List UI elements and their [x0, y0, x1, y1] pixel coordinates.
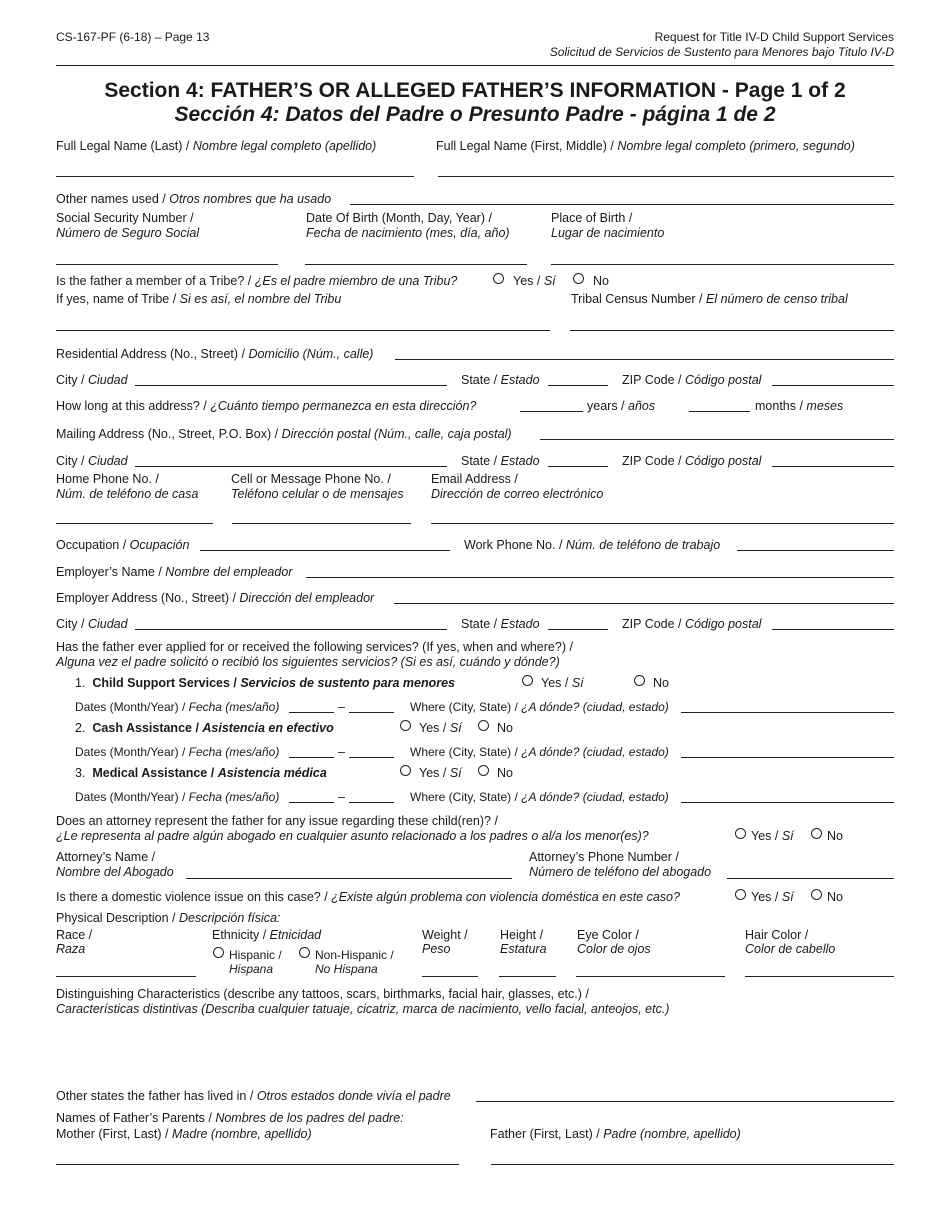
- services-question: Has the father ever applied for or received the following services? (If yes, when and where?) /: [56, 640, 573, 654]
- distinguishing-label: Distinguishing Characteristics (describe any tattoos, scars, birthmarks, facial hair, glasses, etc.) /: [56, 987, 589, 1001]
- service-1-no-label: No: [653, 676, 669, 690]
- height-label: Height /: [500, 928, 544, 942]
- dob-label-es: Fecha de nacimiento (mes, día, año): [306, 226, 510, 240]
- attorney-phone-input[interactable]: [727, 864, 894, 879]
- months-input[interactable]: [689, 397, 750, 412]
- service-3-no-label: No: [497, 766, 513, 780]
- other-states-input[interactable]: [476, 1087, 894, 1102]
- non-hispanic-label: Non-Hispanic /: [315, 948, 394, 962]
- service-1-dates-label: Dates (Month/Year) / Fecha (mes/año): [75, 700, 280, 714]
- last-name-input[interactable]: [56, 162, 414, 177]
- other-names-label: Other names used / Otros nombres que ha usado: [56, 192, 332, 206]
- race-label-es: Raza: [56, 942, 86, 956]
- attorney-no-label: No: [827, 829, 843, 843]
- employer-name-label: Employer’s Name / Nombre del empleador: [56, 565, 293, 579]
- home-phone-label-es: Núm. de teléfono de casa: [56, 487, 199, 501]
- weight-label-es: Peso: [422, 942, 451, 956]
- service-3-where-input[interactable]: [681, 788, 894, 803]
- service-3-yes-label: Yes / Sí: [419, 766, 462, 780]
- service-2-no-radio[interactable]: [478, 720, 489, 731]
- service-2-date-to[interactable]: [349, 743, 394, 758]
- first-name-label: Full Legal Name (First, Middle) / Nombre legal completo (primero, segundo): [436, 139, 855, 153]
- attorney-yes-label: Yes / Sí: [751, 829, 794, 843]
- header-title-es: Solicitud de Servicios de Sustento para Menores bajo Titulo IV-D: [549, 45, 894, 59]
- service-2-dash: –: [338, 745, 345, 759]
- service-1-where-input[interactable]: [681, 698, 894, 713]
- attorney-name-label: Attorney’s Name /: [56, 850, 156, 864]
- parents-title: Names of Father’s Parents / Nombres de los padres del padre:: [56, 1111, 404, 1125]
- hair-color-input[interactable]: [745, 962, 894, 977]
- mail-city-label: City / Ciudad: [56, 454, 128, 468]
- father-name-input[interactable]: [491, 1150, 894, 1165]
- tribe-question: Is the father a member of a Tribe? / ¿Es el padre miembro de una Tribu?: [56, 274, 458, 288]
- eye-color-input[interactable]: [576, 962, 725, 977]
- service-1-no-radio[interactable]: [634, 675, 645, 686]
- distinguishing-label-es: Características distintivas (Describa cualquier tatuaje, cicatriz, marca de nacimiento, vello facial, anteojos, etc.): [56, 1002, 670, 1016]
- service-2-no-label: No: [497, 721, 513, 735]
- attorney-yes-radio[interactable]: [735, 828, 746, 839]
- res-city-label: City / Ciudad: [56, 373, 128, 387]
- mail-zip-label: ZIP Code / Código postal: [622, 454, 762, 468]
- service-1-where-label: Where (City, State) / ¿A dónde? (ciudad, estado): [410, 700, 669, 714]
- dv-question: Is there a domestic violence issue on this case? / ¿Existe algún problema con violencia doméstica en este caso?: [56, 890, 680, 904]
- mail-state-label: State / Estado: [461, 454, 540, 468]
- res-address-label: Residential Address (No., Street) / Domicilio (Núm., calle): [56, 347, 374, 361]
- tribal-census-input[interactable]: [570, 316, 894, 331]
- res-state-label: State / Estado: [461, 373, 540, 387]
- service-3-dash: –: [338, 790, 345, 804]
- employer-address-label: Employer Address (No., Street) / Dirección del empleador: [56, 591, 375, 605]
- tribal-census-label: Tribal Census Number / El número de censo tribal: [571, 292, 848, 306]
- work-phone-label: Work Phone No. / Núm. de teléfono de trabajo: [464, 538, 721, 552]
- res-address-input[interactable]: [395, 345, 894, 360]
- res-zip-input[interactable]: [772, 371, 894, 386]
- how-long-label: How long at this address? / ¿Cuánto tiempo permanezca en esta dirección?: [56, 399, 477, 413]
- header-title: Request for Title IV-D Child Support Services: [654, 30, 894, 44]
- res-city-input[interactable]: [135, 371, 447, 386]
- service-3-yes-radio[interactable]: [400, 765, 411, 776]
- emp-state-input[interactable]: [548, 615, 608, 630]
- service-1-yes-radio[interactable]: [522, 675, 533, 686]
- dv-yes-label: Yes / Sí: [751, 890, 794, 904]
- service-1-date-to[interactable]: [349, 698, 394, 713]
- hispanic-label-es: Hispana: [229, 962, 274, 976]
- years-label: years / años: [587, 399, 656, 413]
- service-3-no-radio[interactable]: [478, 765, 489, 776]
- attorney-name-label-es: Nombre del Abogado: [56, 865, 174, 879]
- ethnicity-label: Ethnicity / Etnicidad: [212, 928, 322, 942]
- email-label-es: Dirección de correo electrónico: [431, 487, 604, 501]
- res-state-input[interactable]: [548, 371, 608, 386]
- race-input[interactable]: [56, 962, 196, 977]
- other-states-label: Other states the father has lived in / Otros estados donde vivía el padre: [56, 1089, 451, 1103]
- service-2-label: 2. Cash Assistance / Asistencia en efectivo: [75, 721, 334, 735]
- service-3-dates-label: Dates (Month/Year) / Fecha (mes/año): [75, 790, 280, 804]
- pob-label-es: Lugar de nacimiento: [551, 226, 665, 240]
- service-2-yes-radio[interactable]: [400, 720, 411, 731]
- height-label-es: Estatura: [500, 942, 547, 956]
- attorney-phone-label-es: Número de teléfono del abogado: [529, 865, 712, 879]
- mother-name-input[interactable]: [56, 1150, 459, 1165]
- service-1-date-from[interactable]: [289, 698, 334, 713]
- home-phone-label: Home Phone No. /: [56, 472, 159, 486]
- hair-color-label: Hair Color /: [745, 928, 809, 942]
- mail-address-label: Mailing Address (No., Street, P.O. Box) / Dirección postal (Núm., calle, caja postal): [56, 427, 512, 441]
- dob-input[interactable]: [305, 250, 527, 265]
- tribe-yes-label: Yes / Sí: [513, 274, 556, 288]
- physical-title: Physical Description / Descripción física:: [56, 911, 281, 925]
- mother-label: Mother (First, Last) / Madre (nombre, apellido): [56, 1127, 312, 1141]
- work-phone-input[interactable]: [737, 536, 894, 551]
- eye-color-label: Eye Color /: [577, 928, 639, 942]
- emp-zip-input[interactable]: [772, 615, 894, 630]
- email-label: Email Address /: [431, 472, 518, 486]
- service-1-label: 1. Child Support Services / Servicios de sustento para menores: [75, 676, 456, 690]
- dv-no-radio[interactable]: [811, 889, 822, 900]
- pob-input[interactable]: [551, 250, 894, 265]
- hair-color-label-es: Color de cabello: [745, 942, 836, 956]
- employer-address-input[interactable]: [394, 589, 894, 604]
- weight-input[interactable]: [422, 962, 478, 977]
- ssn-label: Social Security Number /: [56, 211, 194, 225]
- section-title: Section 4: FATHER’S OR ALLEGED FATHER’S INFORMATION - Page 1 of 2: [104, 79, 846, 102]
- service-2-where-input[interactable]: [681, 743, 894, 758]
- tribe-name-label: If yes, name of Tribe / Si es así, el nombre del Tribu: [56, 292, 342, 306]
- race-label: Race /: [56, 928, 93, 942]
- tribe-yes-radio[interactable]: [493, 273, 504, 284]
- attorney-name-input[interactable]: [186, 864, 512, 879]
- ssn-label-es: Número de Seguro Social: [56, 226, 200, 240]
- tribe-name-input[interactable]: [56, 316, 550, 331]
- months-label: months / meses: [755, 399, 844, 413]
- hispanic-radio[interactable]: [213, 947, 224, 958]
- email-input[interactable]: [431, 509, 894, 524]
- mail-zip-input[interactable]: [772, 452, 894, 467]
- service-3-date-to[interactable]: [349, 788, 394, 803]
- service-3-where-label: Where (City, State) / ¿A dónde? (ciudad, estado): [410, 790, 669, 804]
- other-names-input[interactable]: [350, 190, 894, 205]
- weight-label: Weight /: [422, 928, 468, 942]
- tribe-no-radio[interactable]: [573, 273, 584, 284]
- tribe-no-label: No: [593, 274, 609, 288]
- years-input[interactable]: [520, 397, 583, 412]
- cell-phone-label-es: Teléfono celular o de mensajes: [231, 487, 404, 501]
- form-id: CS-167-PF (6-18) – Page 13: [56, 30, 210, 44]
- attorney-no-radio[interactable]: [811, 828, 822, 839]
- emp-state-label: State / Estado: [461, 617, 540, 631]
- service-2-where-label: Where (City, State) / ¿A dónde? (ciudad, estado): [410, 745, 669, 759]
- mail-state-input[interactable]: [548, 452, 608, 467]
- non-hispanic-radio[interactable]: [299, 947, 310, 958]
- employer-name-input[interactable]: [306, 563, 894, 578]
- attorney-phone-label: Attorney’s Phone Number /: [529, 850, 679, 864]
- last-name-label: Full Legal Name (Last) / Nombre legal completo (apellido): [56, 139, 377, 153]
- non-hispanic-label-es: No Hispana: [315, 962, 378, 976]
- header-divider: [56, 65, 894, 66]
- service-2-date-from[interactable]: [289, 743, 334, 758]
- dv-yes-radio[interactable]: [735, 889, 746, 900]
- first-name-input[interactable]: [438, 162, 894, 177]
- ssn-input[interactable]: [56, 250, 278, 265]
- service-1-dash: –: [338, 700, 345, 714]
- pob-label: Place of Birth /: [551, 211, 633, 225]
- service-3-label: 3. Medical Assistance / Asistencia médica: [75, 766, 327, 780]
- attorney-question: Does an attorney represent the father for any issue regarding these child(ren)? /: [56, 814, 498, 828]
- service-3-date-from[interactable]: [289, 788, 334, 803]
- cell-phone-input[interactable]: [232, 509, 411, 524]
- service-2-yes-label: Yes / Sí: [419, 721, 462, 735]
- dv-no-label: No: [827, 890, 843, 904]
- height-input[interactable]: [499, 962, 556, 977]
- attorney-question-es: ¿Le representa al padre algún abogado en cualquier asunto relacionado a los padres o al/a los menor(es)?: [56, 829, 649, 843]
- eye-color-label-es: Color de ojos: [577, 942, 651, 956]
- res-zip-label: ZIP Code / Código postal: [622, 373, 762, 387]
- mail-city-input[interactable]: [135, 452, 447, 467]
- emp-zip-label: ZIP Code / Código postal: [622, 617, 762, 631]
- dob-label: Date Of Birth (Month, Day, Year) /: [306, 211, 492, 225]
- emp-city-input[interactable]: [135, 615, 447, 630]
- service-2-dates-label: Dates (Month/Year) / Fecha (mes/año): [75, 745, 280, 759]
- distinguishing-input[interactable]: [56, 1020, 898, 1082]
- home-phone-input[interactable]: [56, 509, 213, 524]
- mail-address-input[interactable]: [540, 425, 894, 440]
- services-question-es: Alguna vez el padre solicitó o recibió los siguientes servicios? (Si es así, cuándo y dónde?): [56, 655, 560, 669]
- hispanic-label: Hispanic /: [229, 948, 282, 962]
- occupation-label: Occupation / Ocupación: [56, 538, 190, 552]
- occupation-input[interactable]: [200, 536, 450, 551]
- father-label: Father (First, Last) / Padre (nombre, apellido): [490, 1127, 741, 1141]
- cell-phone-label: Cell or Message Phone No. /: [231, 472, 391, 486]
- service-1-yes-label: Yes / Sí: [541, 676, 584, 690]
- section-title-es: Sección 4: Datos del Padre o Presunto Padre - página 1 de 2: [174, 103, 776, 126]
- emp-city-label: City / Ciudad: [56, 617, 128, 631]
